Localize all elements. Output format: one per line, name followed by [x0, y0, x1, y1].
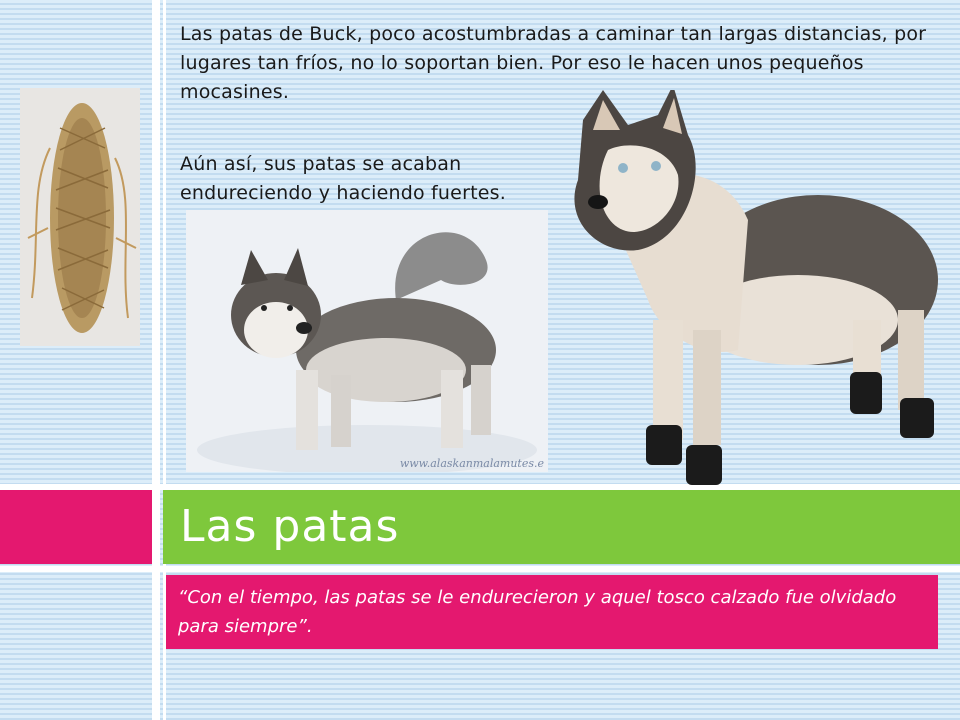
malamute-watermark: www.alaskanmalamutes.e	[399, 457, 544, 470]
title-band-pink-block	[0, 490, 152, 564]
husky-with-booties-photo	[568, 90, 943, 500]
paragraph-hardening-line-1: Aún así, sus patas se acaban	[180, 153, 462, 175]
vertical-divider-left	[152, 0, 160, 720]
quote-text: “Con el tiempo, las patas se le endurecieron y aquel tosco calzado fue olvidado para siempre”.	[178, 587, 897, 637]
horizontal-divider-bottom	[0, 566, 960, 572]
slide-title: Las patas	[180, 501, 400, 552]
quote-box	[166, 575, 938, 649]
straw-sandal-illustration	[20, 88, 140, 346]
paragraph-hardening-line-2: endureciendo y haciendo fuertes.	[180, 182, 506, 204]
husky-illustration	[568, 90, 943, 500]
malamute-illustration	[186, 210, 548, 472]
paragraph-moccasins: Las patas de Buck, poco acostumbradas a caminar tan largas distancias, por lugares tan fríos, no lo soportan bien. Por eso le hacen unos pequeños mocasines.	[180, 23, 927, 103]
straw-sandal-photo	[20, 88, 140, 346]
alaskan-malamute-photo	[186, 210, 548, 472]
